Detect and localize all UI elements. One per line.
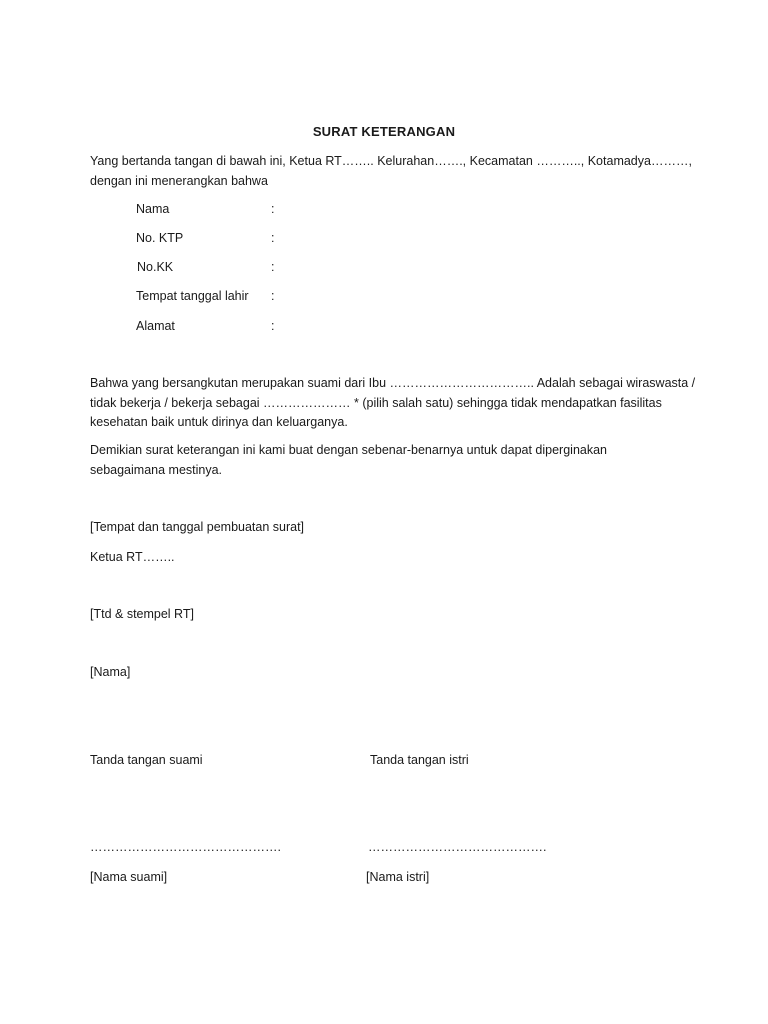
statement-paragraph xyxy=(90,374,696,433)
closing-line-2: sebagaimana mestinya. xyxy=(90,462,223,477)
wife-signature-line: ……………………………………. xyxy=(368,840,547,854)
document-title: SURAT KETERANGAN xyxy=(312,124,456,139)
field-colon-nama: : xyxy=(271,202,275,216)
field-colon-kk: : xyxy=(271,260,275,274)
place-date-placeholder: [Tempat dan tanggal pembuatan surat] xyxy=(90,520,305,534)
intro-line-2: dengan ini menerangkan bahwa xyxy=(90,173,268,188)
statement-line-3: kesehatan baik untuk dirinya dan keluarganya. xyxy=(90,415,348,429)
field-label-ttl: Tempat tanggal lahir xyxy=(136,289,249,303)
name-placeholder: [Nama] xyxy=(90,665,131,679)
signature-stamp-placeholder: [Ttd & stempel RT] xyxy=(90,607,194,621)
husband-signature-line: ………………………………………. xyxy=(90,840,281,854)
field-label-nama: Nama xyxy=(136,202,170,216)
field-colon-alamat: : xyxy=(271,319,275,333)
field-label-alamat: Alamat xyxy=(136,319,175,333)
husband-signature-label: Tanda tangan suami xyxy=(90,753,203,767)
ketua-rt-label: Ketua RT…….. xyxy=(90,550,175,564)
intro-paragraph xyxy=(90,152,692,191)
statement-line-2: tidak bekerja / bekerja sebagai ………………… * (pilih salah satu) sehingga tidak mendapatkan fasilitas xyxy=(90,395,662,410)
field-colon-ttl: : xyxy=(271,289,275,303)
closing-line-1: Demikian surat keterangan ini kami buat dengan sebenar-benarnya untuk dapat diperginakan xyxy=(90,443,608,457)
wife-name-placeholder: [Nama istri] xyxy=(366,870,430,884)
husband-name-placeholder: [Nama suami] xyxy=(90,870,168,884)
field-label-kk: No.KK xyxy=(137,260,174,274)
field-colon-ktp: : xyxy=(271,231,275,245)
statement-line-1: Bahwa yang bersangkutan merupakan suami dari Ibu …………………………….. Adalah sebagai wiraswasta / xyxy=(90,376,696,390)
closing-paragraph xyxy=(90,441,670,480)
field-label-ktp: No. KTP xyxy=(136,231,184,245)
intro-line-1: Yang bertanda tangan di bawah ini, Ketua RT…….. Kelurahan……., Kecamatan ……….., Kotamadya………, xyxy=(90,154,692,168)
wife-signature-label: Tanda tangan istri xyxy=(370,753,469,767)
